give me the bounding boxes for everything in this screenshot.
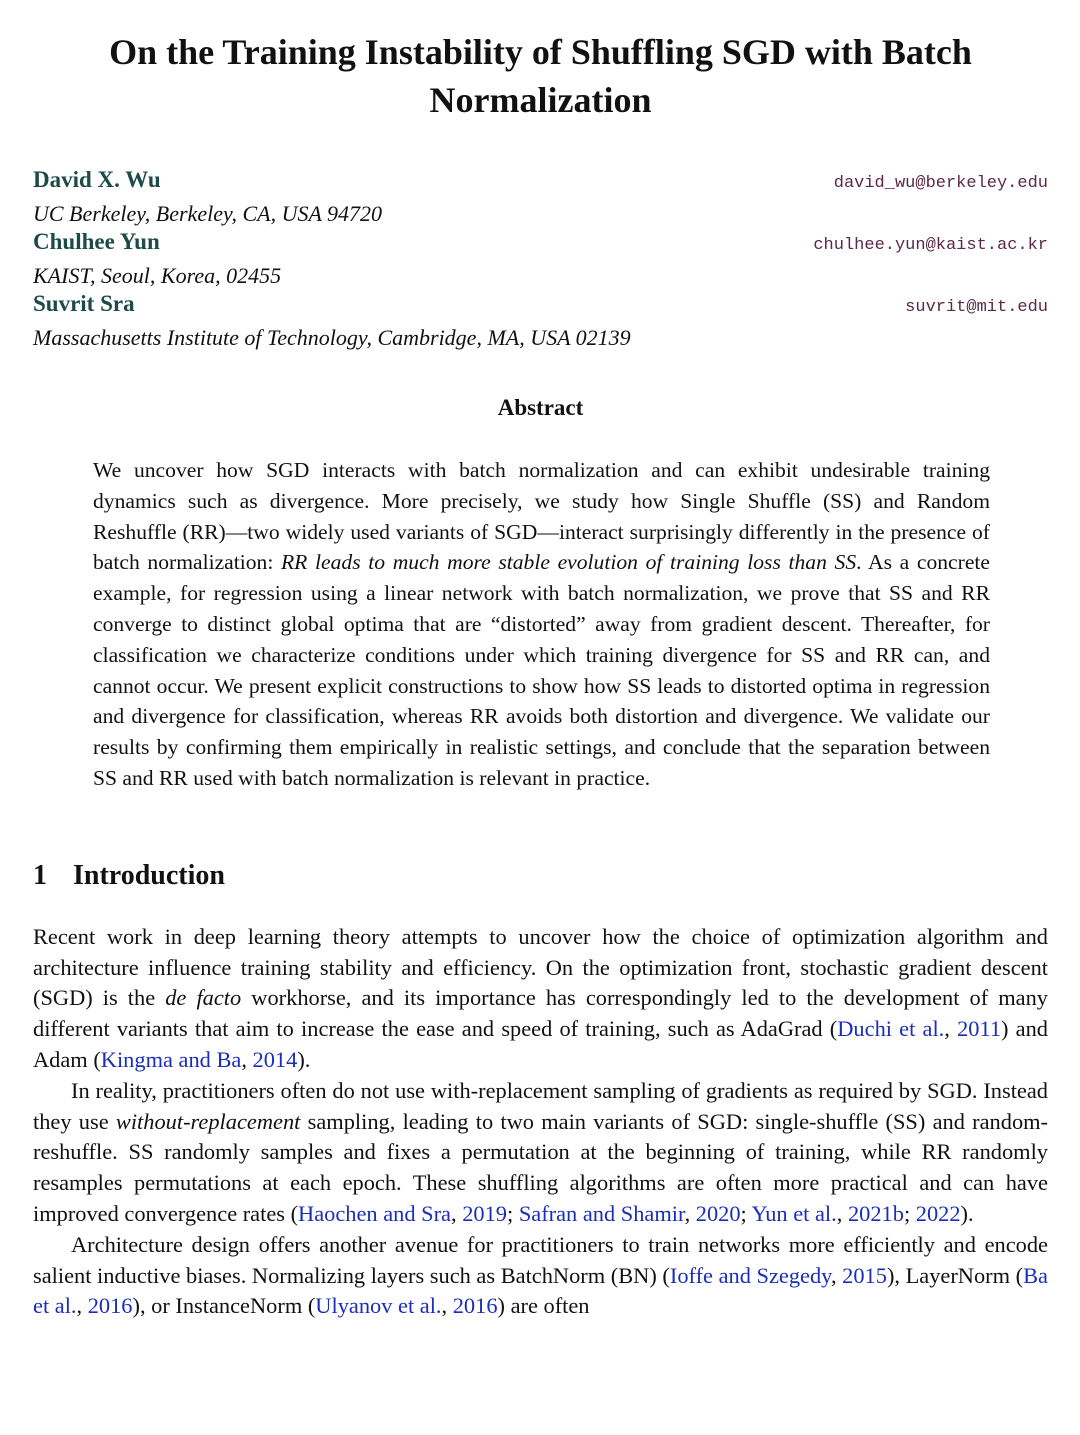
author-affiliation: KAIST, Seoul, Korea, 02455	[33, 263, 282, 288]
author-row	[33, 229, 1048, 260]
author-name: Chulhee Yun	[33, 229, 160, 254]
text-run: Architecture design offers another avenue for practitioners to train networks more efficiently and encode salient inductive biases. Normalizing layers such as BatchNorm (BN) (	[33, 1231, 1048, 1288]
emphasis: without-replacement	[115, 1108, 301, 1134]
text-run: ), LayerNorm (	[886, 1262, 1024, 1288]
author-name: David X. Wu	[33, 167, 161, 192]
author-email[interactable]: suvrit@mit.edu	[905, 298, 1048, 317]
paragraph	[33, 922, 1048, 1076]
citation-year-link[interactable]: 2020	[695, 1200, 741, 1226]
text-run: ;	[506, 1200, 519, 1226]
text-run: ) and Adam (	[33, 1016, 1048, 1072]
text-run: ,	[241, 1046, 253, 1072]
author-email[interactable]: david_wu@berkeley.edu	[833, 174, 1048, 193]
text-run: ;	[740, 1200, 752, 1226]
citation-year-link[interactable]: 2014	[252, 1046, 298, 1072]
text-run: ,	[684, 1200, 696, 1226]
author-row	[33, 167, 1048, 198]
emphasis: de facto	[165, 985, 242, 1011]
citation-year-link[interactable]: 2019	[462, 1200, 507, 1226]
author-block	[33, 167, 1048, 353]
section-number: 1	[33, 859, 47, 891]
text-run: ).	[297, 1046, 311, 1072]
text-run: ) are often	[497, 1293, 590, 1319]
abstract-emphasis: RR leads to much more stable evolution of training loss than SS	[280, 550, 857, 575]
text-run: ,	[836, 1200, 848, 1226]
abstract-text	[93, 455, 990, 794]
section-title: Introduction	[73, 859, 225, 891]
citation-link[interactable]: Kingma and Ba	[100, 1046, 242, 1072]
citation-link[interactable]: Ioffe and Szegedy	[669, 1262, 831, 1288]
citation-link[interactable]: Yun et al.	[751, 1200, 837, 1226]
citation-link[interactable]: Duchi et al.	[837, 1016, 945, 1042]
author-row	[33, 291, 1048, 322]
citation-year-link[interactable]: 2022	[915, 1200, 961, 1226]
text-run: ,	[944, 1016, 958, 1042]
citation-year-link[interactable]: 2011	[957, 1016, 1002, 1042]
paragraph	[33, 1076, 1048, 1230]
author-email[interactable]: chulhee.yun@kaist.ac.kr	[813, 236, 1048, 255]
author-name: Suvrit Sra	[33, 291, 135, 316]
text-run: ).	[960, 1200, 974, 1226]
citation-year-link[interactable]: 2016	[87, 1293, 133, 1319]
citation-link[interactable]: Ba et al.	[33, 1262, 1048, 1319]
abstract-text-part: We uncover how SGD interacts with batch normalization and can exhibit undesirable training dynamics such as divergence. More precisely, we study how Single Shuffle (SS) and Random Reshuffle (RR)—two widely used variants of SGD—interact surprisingly differently in the presence of batch normalization:	[93, 458, 990, 575]
text-run: ,	[830, 1262, 843, 1288]
citation-link[interactable]: Haochen and Sra	[298, 1200, 451, 1226]
section-heading	[33, 860, 1048, 892]
text-run: Recent work in deep learning theory attempts to uncover how the choice of optimization algorithm and architecture influence training stability and efficiency. On the optimization front, stochastic gradient descent (SGD) is the	[33, 923, 1048, 1011]
citation-link[interactable]: Ulyanov et al.	[315, 1293, 442, 1319]
text-run: ), or InstanceNorm (	[132, 1293, 316, 1319]
citation-year-link[interactable]: 2015	[842, 1262, 887, 1288]
citation-link[interactable]: Safran and Shamir	[518, 1200, 685, 1226]
paper-title: On the Training Instability of Shuffling SGD with Batch Normalization	[109, 32, 972, 120]
text-run: In reality, practitioners often do not use with-replacement sampling of gradients as required by SGD. Instead they use	[33, 1077, 1048, 1134]
abstract-heading: Abstract	[497, 395, 584, 420]
citation-year-link[interactable]: 2016	[452, 1293, 498, 1319]
intro-body	[33, 922, 1048, 1322]
citation-year-link[interactable]: 2021b	[847, 1200, 904, 1226]
author-affiliation: Massachusetts Institute of Technology, Cambridge, MA, USA 02139	[33, 325, 631, 350]
text-run: ;	[903, 1200, 916, 1226]
author-affiliation: UC Berkeley, Berkeley, CA, USA 94720	[33, 201, 383, 226]
text-run: workhorse, and its importance has correspondingly led to the development of many different variants that aim to increase the ease and speed of training, such as AdaGrad (	[33, 985, 1048, 1042]
text-run: ,	[441, 1293, 453, 1319]
text-run: ,	[76, 1293, 88, 1319]
paragraph	[33, 1230, 1048, 1322]
abstract-text-part: . As a concrete example, for regression using a linear network with batch normalization, we prove that SS and RR converge to distinct global optima that are “distorted” away from gradient descent. Thereafter, for classification we characterize conditions under which training divergence for SS and RR can, and cannot occur. We present explicit constructions to show how SS leads to distorted optima in regression and divergence for classification, whereas RR avoids both distortion and divergence. We validate our results by confirming them empirically in realistic settings, and conclude that the separation between SS and RR used with batch normalization is relevant in practice.	[93, 550, 990, 790]
text-run: sampling, leading to two main variants of SGD: single-shuffle (SS) and random-reshuffle. SS randomly samples and fixes a permutation at the beginning of training, while RR randomly resamples permutations at each epoch. These shuffling algorithms are often more practical and can have improved convergence rates (	[33, 1108, 1049, 1226]
text-run: ,	[451, 1200, 463, 1226]
